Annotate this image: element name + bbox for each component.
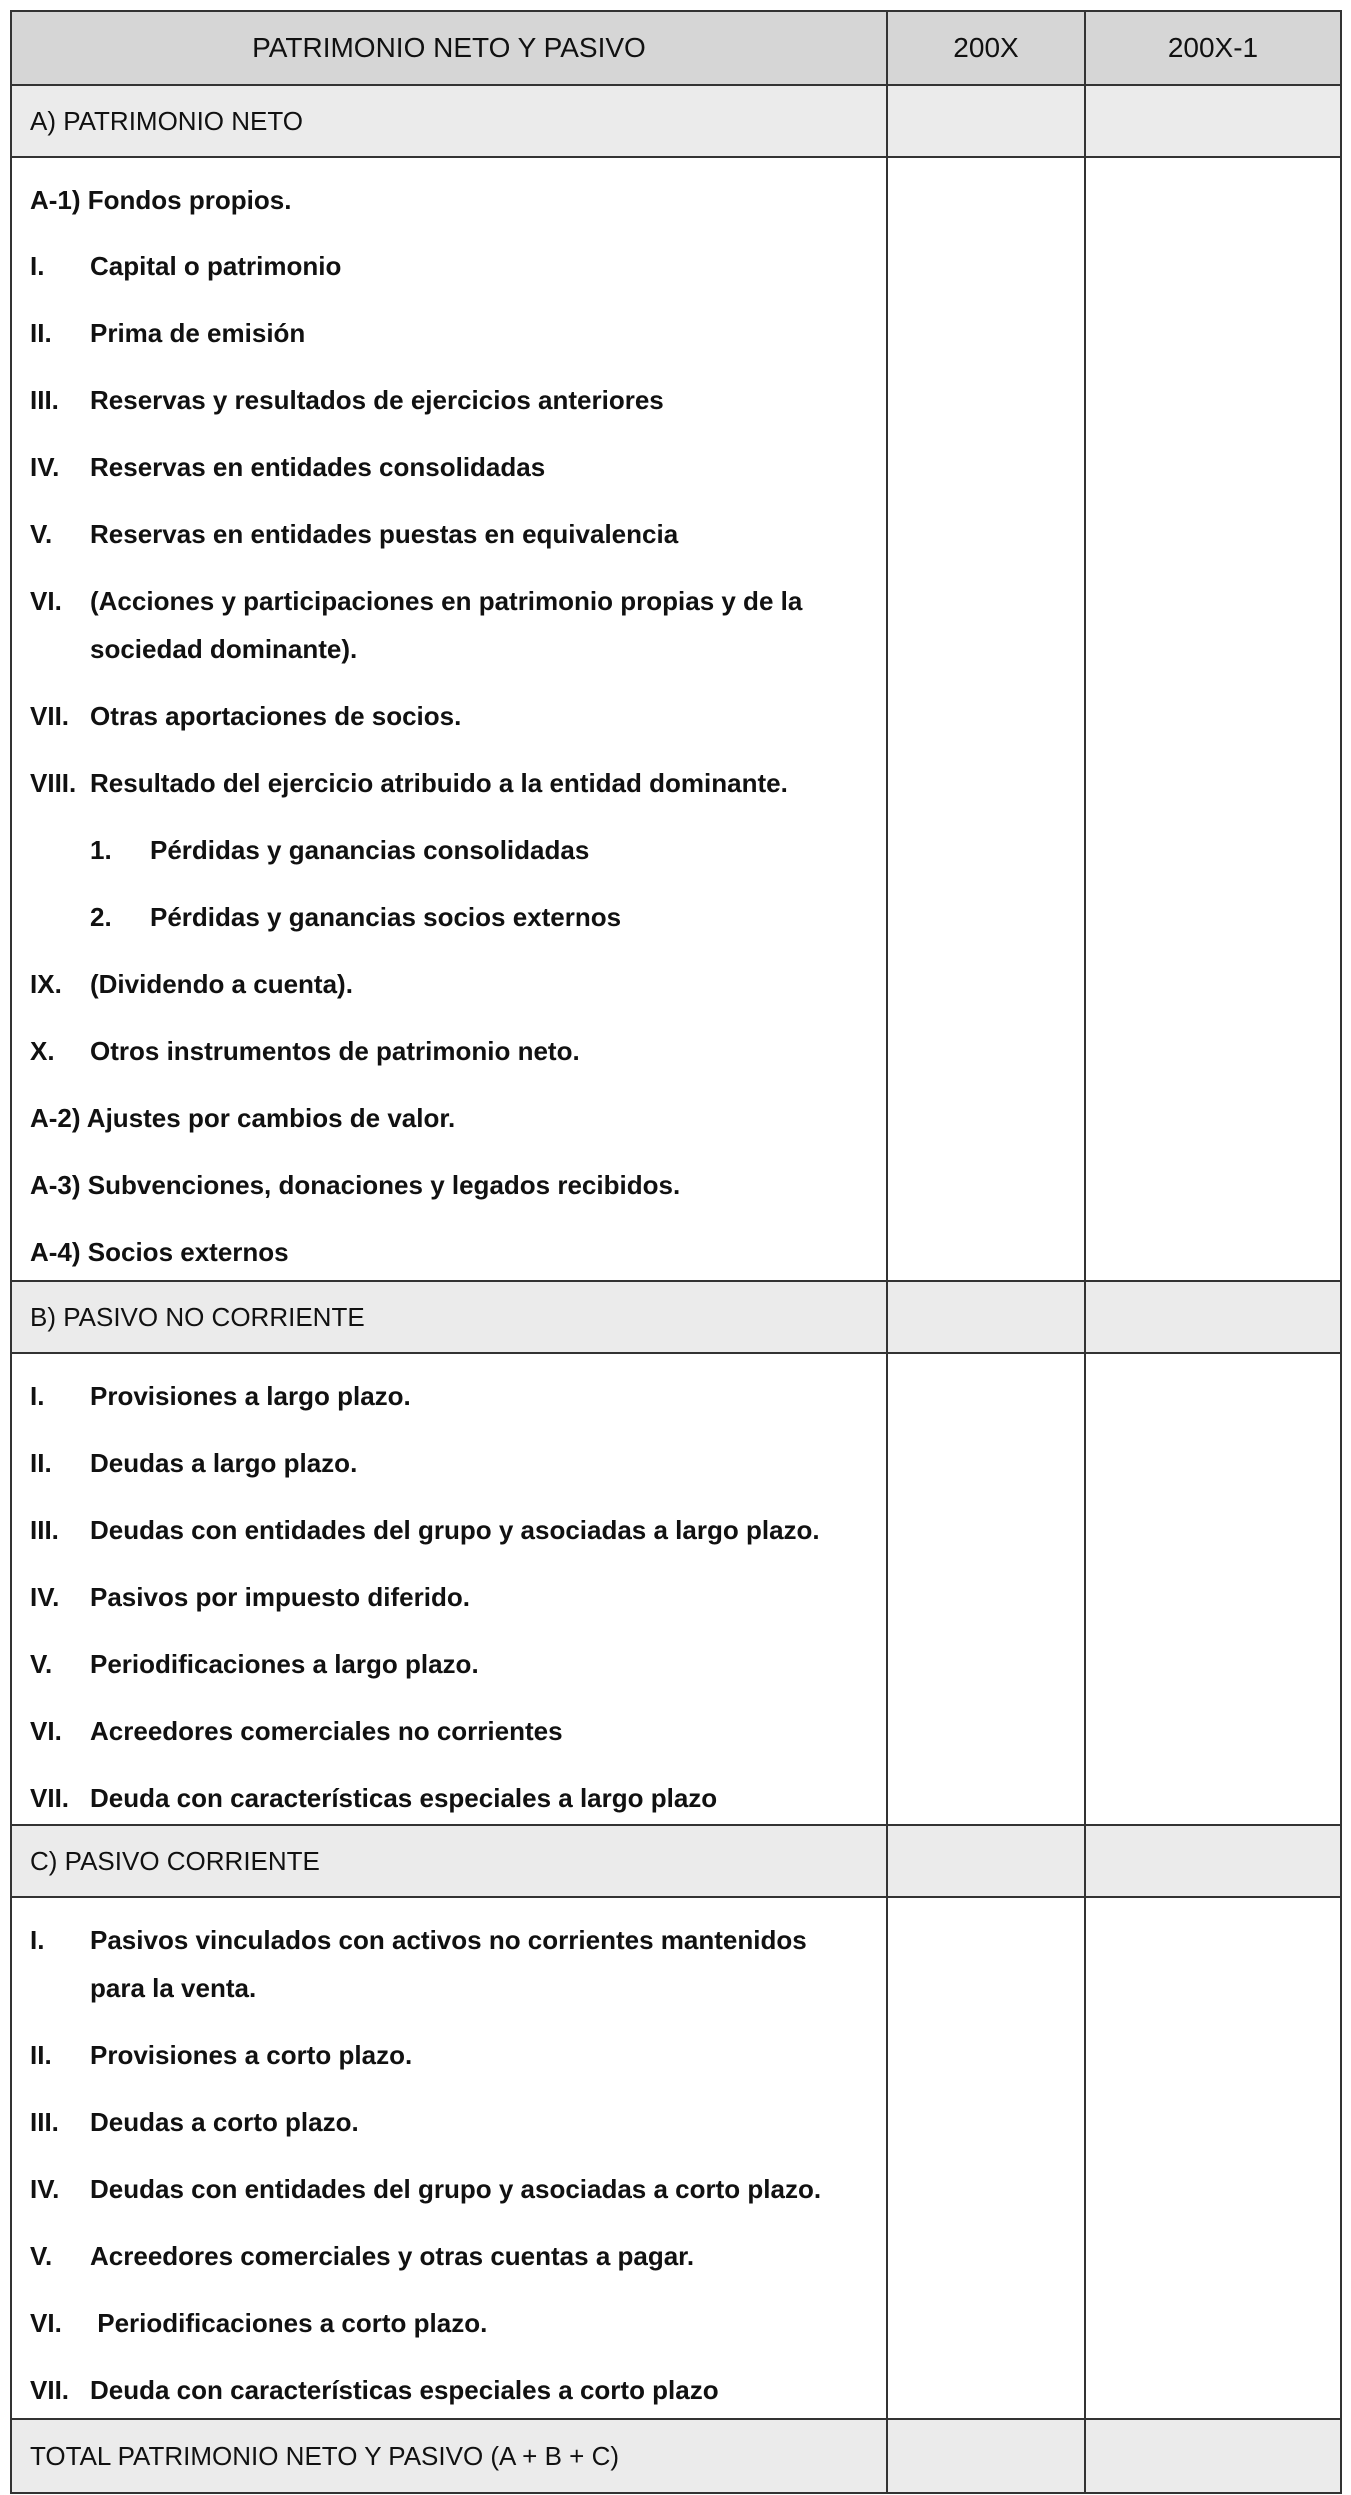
line-a3: A-3) Subvenciones, donaciones y legados recibidos. (30, 1170, 681, 1200)
section-a-items (30, 242, 870, 1075)
line-a1: A-1) Fondos propios. (30, 185, 292, 215)
balance-table (10, 10, 1342, 2494)
list-item: V. Reservas en entidades puestas en equivalencia (30, 519, 679, 549)
list-item: V. Periodificaciones a largo plazo. (30, 1649, 479, 1679)
list-item: VII. Deuda con características especiales a corto plazo (30, 2375, 719, 2405)
list-item: II. Deudas a largo plazo. (30, 1448, 358, 1478)
section-c-header (12, 1826, 1340, 1898)
list-item: IX. (Dividendo a cuenta). (30, 969, 353, 999)
list-item: I. Capital o patrimonio (30, 251, 342, 281)
list-item: VI. Acreedores comerciales no corrientes (30, 1716, 563, 1746)
section-c-body (12, 1898, 1340, 2420)
list-item: V. Acreedores comerciales y otras cuentas a pagar. (30, 2241, 695, 2271)
list-item: VI. (Acciones y participaciones en patrimonio propias y de la sociedad dominante). (30, 586, 803, 664)
total-row (12, 2420, 1340, 2492)
section-title: A) PATRIMONIO NETO (12, 86, 888, 156)
section-title: B) PASIVO NO CORRIENTE (12, 1282, 888, 1352)
header-col-200x-1: 200X-1 (1167, 32, 1259, 63)
section-a-body (12, 158, 1340, 1282)
list-item: VI. Periodificaciones a corto plazo. (30, 2308, 488, 2338)
list-item: I. Provisiones a largo plazo. (30, 1381, 411, 1411)
list-item: VII. Deuda con características especiales a largo plazo (30, 1783, 718, 1813)
section-b-body (12, 1354, 1340, 1826)
section-a-header (12, 86, 1340, 158)
section-title: C) PASIVO CORRIENTE (12, 1826, 888, 1896)
line-a2: A-2) Ajustes por cambios de valor. (30, 1103, 456, 1133)
list-item: VII. Otras aportaciones de socios. (30, 701, 462, 731)
list-item: I. Pasivos vinculados con activos no corrientes mantenidos para la venta. (30, 1925, 807, 2003)
list-item: VIII. Resultado del ejercicio atribuido a la entidad dominante. (30, 768, 788, 798)
list-item: III. Deudas a corto plazo. (30, 2107, 359, 2137)
section-b-header (12, 1282, 1340, 1354)
list-item: IV. Deudas con entidades del grupo y asociadas a corto plazo. (30, 2174, 822, 2204)
header-title: PATRIMONIO NETO Y PASIVO (12, 12, 888, 84)
list-item: III. Deudas con entidades del grupo y asociadas a largo plazo. (30, 1515, 820, 1545)
list-subitem: 2. Pérdidas y ganancias socios externos (90, 902, 622, 932)
list-item: II. Provisiones a corto plazo. (30, 2040, 413, 2070)
line-a4: A-4) Socios externos (30, 1237, 289, 1267)
header-col-200x: 200X (888, 12, 1086, 84)
list-item: X. Otros instrumentos de patrimonio neto. (30, 1036, 580, 1066)
table-header (12, 12, 1340, 86)
list-subitem: 1. Pérdidas y ganancias consolidadas (90, 835, 590, 865)
list-item: IV. Reservas en entidades consolidadas (30, 452, 546, 482)
list-item: III. Reservas y resultados de ejercicios anteriores (30, 385, 664, 415)
list-item: IV. Pasivos por impuesto diferido. (30, 1582, 470, 1612)
list-item: II. Prima de emisión (30, 318, 306, 348)
total-title: TOTAL PATRIMONIO NETO Y PASIVO (A + B + C) (12, 2420, 888, 2492)
